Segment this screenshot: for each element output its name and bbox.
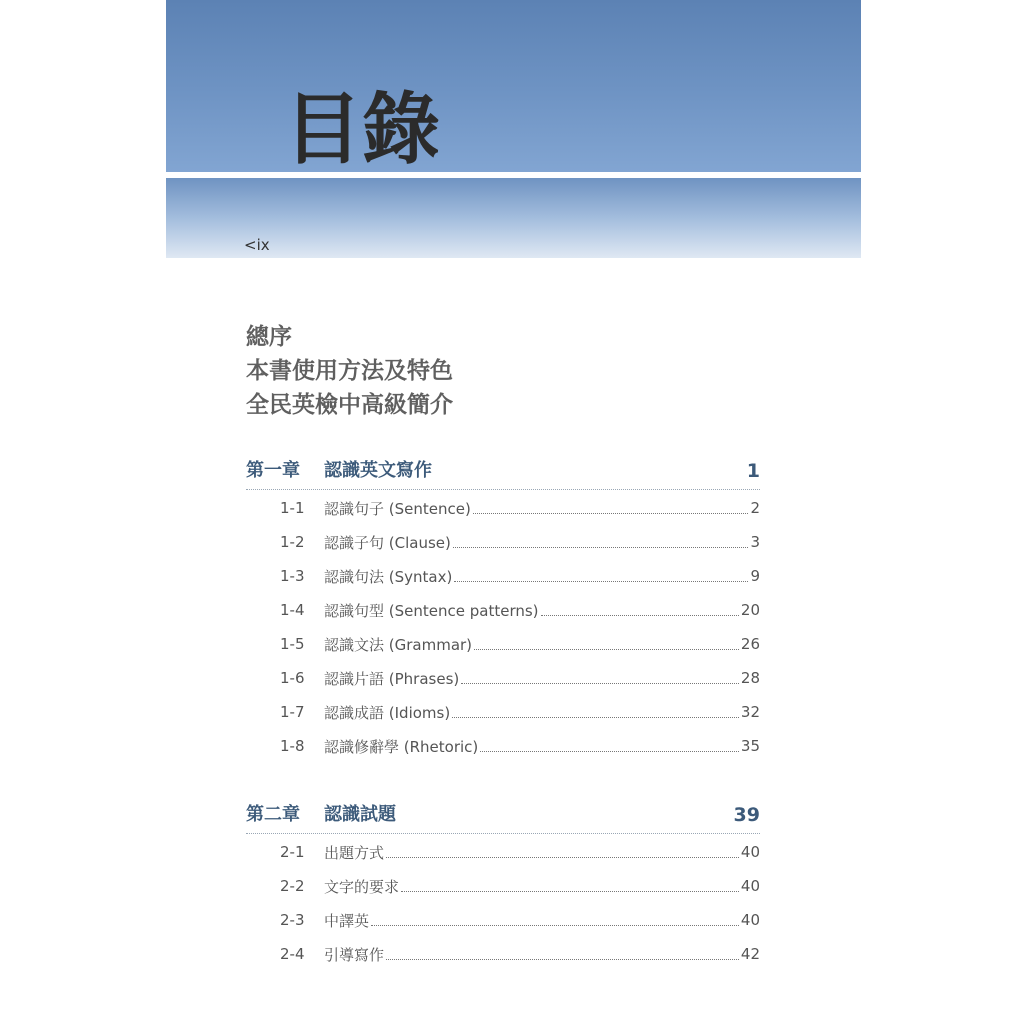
chapter-number: 第一章 [246, 460, 300, 481]
toc-entry[interactable] [246, 661, 760, 695]
entry-number: 1-7 [280, 703, 305, 721]
toc-entry[interactable] [246, 627, 760, 661]
toc-entry[interactable] [246, 593, 760, 627]
page-number: <ix [244, 236, 270, 254]
front-matter-item-usage[interactable]: 本書使用方法及特色 [246, 358, 453, 384]
entry-number: 1-2 [280, 533, 305, 551]
entry-title: 認識成語 (Idioms) [324, 703, 451, 722]
dot-leader [386, 959, 739, 960]
entry-title: 認識片語 (Phrases) [324, 669, 460, 688]
entry-number: 1-8 [280, 737, 305, 755]
dot-leader [480, 751, 739, 752]
front-matter-item-intro[interactable]: 全民英檢中高級簡介 [246, 392, 453, 418]
entry-page: 35 [740, 737, 760, 755]
toc-entry[interactable] [246, 869, 760, 903]
entry-number: 2-2 [280, 877, 305, 895]
front-matter-item-preface[interactable]: 總序 [246, 324, 292, 350]
entry-number: 2-3 [280, 911, 305, 929]
chapter-page: 1 [746, 460, 760, 482]
chapter-1 [246, 456, 760, 763]
chapter-2 [246, 800, 760, 971]
entry-title: 認識子句 (Clause) [324, 533, 451, 552]
chapter-entries [246, 835, 760, 971]
entry-page: 42 [740, 945, 760, 963]
dot-leader [541, 615, 739, 616]
entry-page: 20 [740, 601, 760, 619]
entry-number: 2-4 [280, 945, 305, 963]
entry-title: 認識修辭學 (Rhetoric) [324, 737, 479, 756]
dot-leader [473, 513, 749, 514]
entry-number: 1-5 [280, 635, 305, 653]
chapter-heading[interactable] [246, 456, 760, 486]
entry-number: 1-6 [280, 669, 305, 687]
entry-title: 認識句法 (Syntax) [324, 567, 453, 586]
toc-entry[interactable] [246, 729, 760, 763]
front-matter-list [246, 320, 453, 422]
entry-page: 28 [740, 669, 760, 687]
chapter-divider [246, 489, 760, 490]
entry-title: 中譯英 [324, 911, 370, 930]
toc-entry[interactable] [246, 559, 760, 593]
chapter-title: 認識試題 [324, 804, 396, 825]
entry-title: 引導寫作 [324, 945, 385, 964]
entry-number: 2-1 [280, 843, 305, 861]
entry-page: 9 [750, 567, 760, 585]
chapter-number: 第二章 [246, 804, 300, 825]
entry-title: 文字的要求 [324, 877, 400, 896]
dot-leader [452, 717, 739, 718]
chapter-divider [246, 833, 760, 834]
header-banner [166, 0, 861, 175]
entry-page: 3 [750, 533, 760, 551]
entry-number: 1-3 [280, 567, 305, 585]
entry-page: 26 [740, 635, 760, 653]
dot-leader [386, 857, 739, 858]
entry-page: 40 [740, 843, 760, 861]
chapter-title: 認識英文寫作 [324, 460, 432, 481]
toc-entry[interactable] [246, 491, 760, 525]
dot-leader [454, 581, 748, 582]
dot-leader [371, 925, 739, 926]
entry-title: 認識句型 (Sentence patterns) [324, 601, 539, 620]
entry-title: 出題方式 [324, 843, 385, 862]
chapter-entries [246, 491, 760, 763]
toc-entry[interactable] [246, 695, 760, 729]
dot-leader [461, 683, 739, 684]
chapter-page: 39 [733, 804, 760, 826]
toc-entry[interactable] [246, 525, 760, 559]
entry-page: 2 [750, 499, 760, 517]
entry-page: 32 [740, 703, 760, 721]
dot-leader [474, 649, 739, 650]
header-banner-lower [166, 178, 861, 258]
page-title: 目錄 [284, 85, 441, 175]
entry-number: 1-1 [280, 499, 305, 517]
toc-entry[interactable] [246, 903, 760, 937]
entry-number: 1-4 [280, 601, 305, 619]
entry-page: 40 [740, 911, 760, 929]
dot-leader [453, 547, 749, 548]
entry-title: 認識句子 (Sentence) [324, 499, 471, 518]
entry-title: 認識文法 (Grammar) [324, 635, 473, 654]
chapter-heading[interactable] [246, 800, 760, 830]
toc-entry[interactable] [246, 835, 760, 869]
entry-page: 40 [740, 877, 760, 895]
toc-entry[interactable] [246, 937, 760, 971]
dot-leader [401, 891, 739, 892]
